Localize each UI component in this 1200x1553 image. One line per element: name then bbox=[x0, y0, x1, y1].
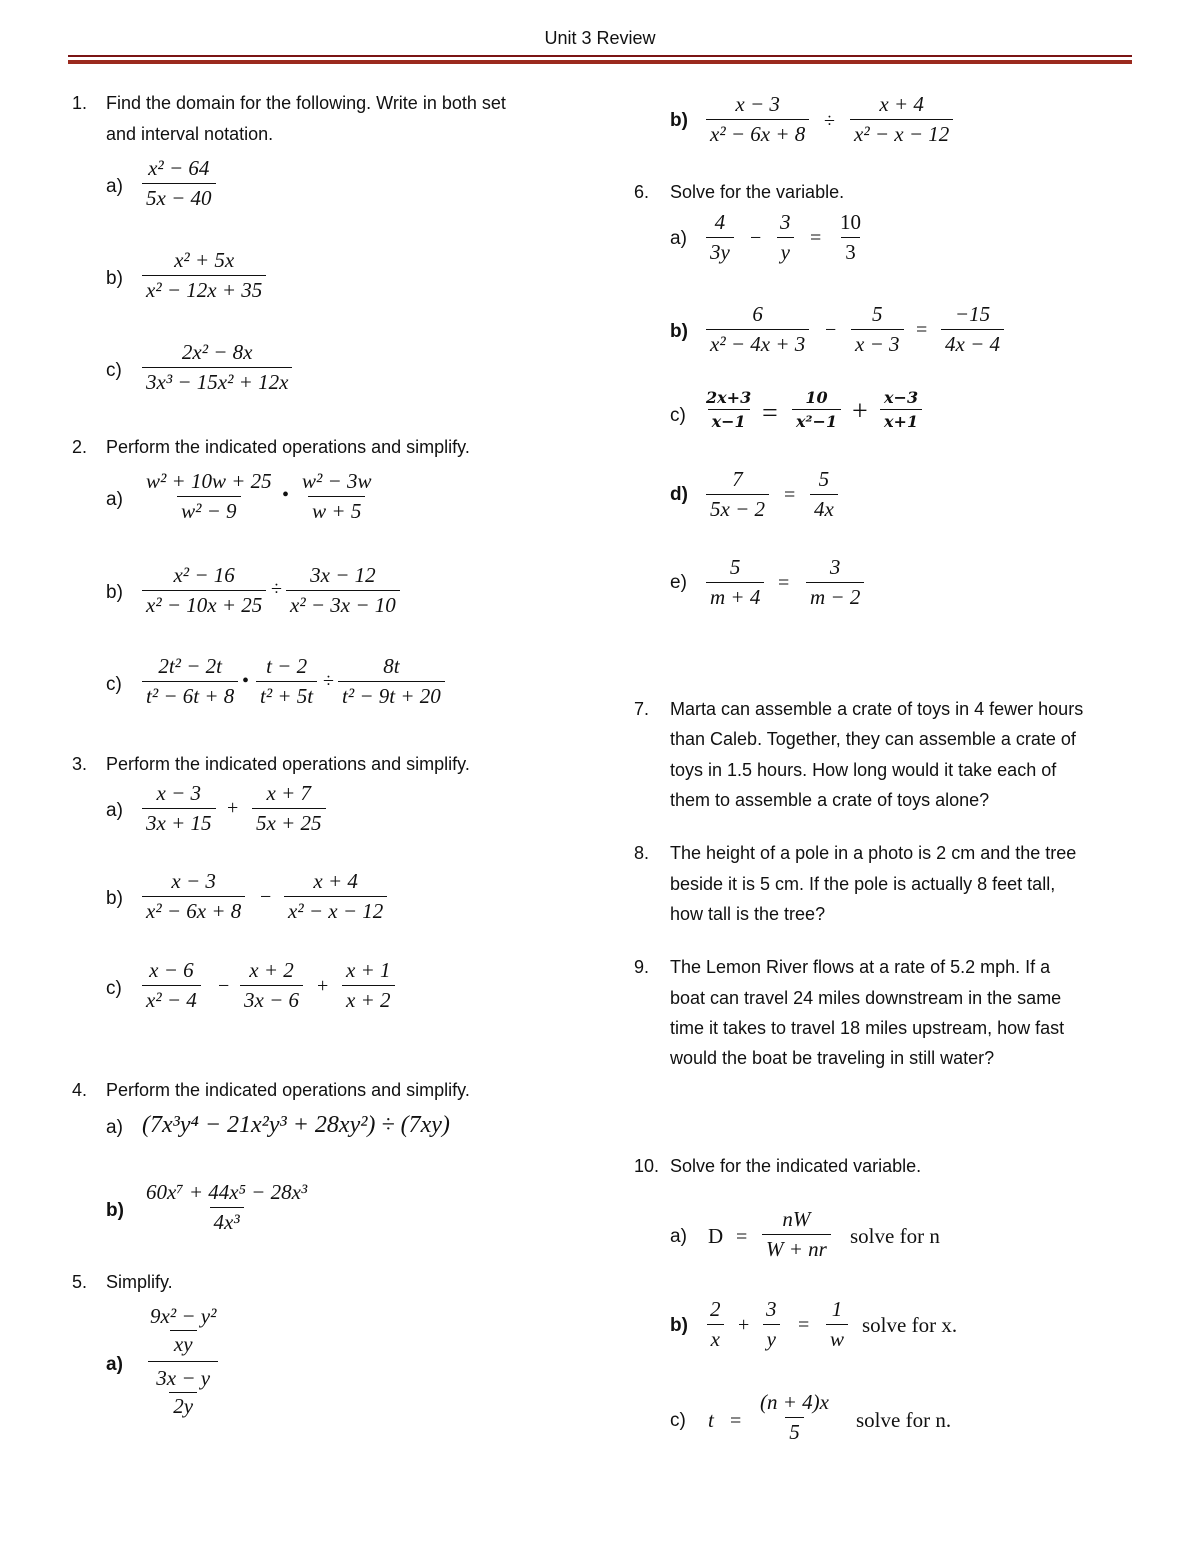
q5-text: Simplify. bbox=[106, 1272, 173, 1292]
q1c-denominator: 3x³ − 15x² + 12x bbox=[142, 367, 292, 395]
q6a-numerator-3: 10 bbox=[840, 210, 861, 234]
q5a-bottom-fraction bbox=[148, 1361, 218, 1419]
q6c-denominator-1: x−1 bbox=[708, 409, 750, 431]
q2c-operator-2: ÷ bbox=[323, 670, 334, 692]
q2c-denominator-3: t² − 9t + 20 bbox=[338, 681, 445, 709]
q3a-numerator-1: x − 3 bbox=[156, 781, 201, 805]
q6d-label: d) bbox=[670, 484, 688, 505]
q6-text: Solve for the variable. bbox=[670, 182, 845, 202]
q10c-numerator: (n + 4)x bbox=[760, 1390, 829, 1414]
q2b-fraction-2 bbox=[286, 563, 400, 618]
q10a-denominator: W + nr bbox=[762, 1234, 831, 1262]
q1a-label: a) bbox=[106, 176, 123, 197]
q6d-fraction-2 bbox=[810, 467, 838, 522]
q6b-fraction-1 bbox=[706, 302, 809, 357]
q1b-denominator: x² − 12x + 35 bbox=[142, 275, 266, 303]
q3c-fraction-2 bbox=[240, 958, 303, 1013]
q4b-numerator: 60x⁷ + 44x⁵ − 28x³ bbox=[146, 1180, 308, 1204]
q2c-label: c) bbox=[106, 674, 122, 695]
q3c-operator-2: + bbox=[317, 975, 329, 997]
q6b-denominator-2: x − 3 bbox=[851, 329, 904, 357]
header-rule-thin bbox=[68, 55, 1132, 57]
q3b-numerator-1: x − 3 bbox=[171, 869, 216, 893]
q3c-denominator-3: x + 2 bbox=[342, 985, 395, 1013]
q5a-top-denominator: xy bbox=[170, 1330, 197, 1357]
q5a-bottom-numerator: 3x − y bbox=[156, 1366, 211, 1390]
q8-line-1: The height of a pole in a photo is 2 cm and the tree bbox=[670, 843, 1077, 863]
q7-line-1: Marta can assemble a crate of toys in 4 fewer hours bbox=[670, 699, 1084, 719]
q1-text-line2: and interval notation. bbox=[106, 124, 274, 144]
q3c-numerator-1: x − 6 bbox=[149, 958, 194, 982]
q1c-fraction bbox=[142, 340, 292, 395]
q10b-denominator-1: x bbox=[707, 1324, 724, 1352]
q2a-fraction-1 bbox=[142, 469, 276, 524]
q10b-numerator-2: 3 bbox=[766, 1297, 777, 1321]
q3a-fraction-2 bbox=[252, 781, 326, 836]
q6e-numerator-1: 5 bbox=[729, 555, 741, 579]
q6c-denominator-3: x+1 bbox=[880, 409, 922, 431]
q2-text: Perform the indicated operations and simplify. bbox=[106, 437, 470, 457]
q2c-denominator-1: t² − 6t + 8 bbox=[142, 681, 238, 709]
q6c-fraction-3 bbox=[880, 388, 922, 431]
q10a-equals: = bbox=[736, 1226, 748, 1248]
q6c-numerator-1: 2x+3 bbox=[706, 388, 752, 407]
q6b-fraction-3 bbox=[941, 302, 1004, 357]
q1a-numerator: x² − 64 bbox=[148, 156, 210, 180]
q6-number: 6. bbox=[634, 182, 650, 202]
q10c-equals: = bbox=[730, 1410, 742, 1432]
q9-line-3: time it takes to travel 18 miles upstream, how fast bbox=[670, 1018, 1065, 1038]
q3b-label: b) bbox=[106, 888, 123, 909]
q6b-equals: = bbox=[916, 319, 928, 341]
q2c-numerator-1: 2t² − 2t bbox=[158, 654, 222, 678]
q10b-denominator-3: w bbox=[826, 1324, 848, 1352]
q10a-label: a) bbox=[670, 1226, 687, 1247]
q6c-denominator-2: x²−1 bbox=[792, 409, 841, 431]
q6e-label: e) bbox=[670, 572, 687, 593]
q6c-numerator-3: x−3 bbox=[884, 388, 919, 407]
q5a-bottom-denominator: 2y bbox=[169, 1392, 197, 1419]
q3-text: Perform the indicated operations and simplify. bbox=[106, 754, 470, 774]
q10c-fraction bbox=[756, 1390, 833, 1445]
q6b-numerator-1: 6 bbox=[752, 302, 763, 326]
q10b-operator: + bbox=[738, 1314, 750, 1336]
q1b-fraction bbox=[142, 248, 266, 303]
q3b-denominator-1: x² − 6x + 8 bbox=[142, 896, 245, 924]
q6c-fraction-2 bbox=[792, 388, 841, 431]
q7-line-4: them to assemble a crate of toys alone? bbox=[670, 790, 990, 810]
q7-line-2: than Caleb. Together, they can assemble a crate of bbox=[670, 729, 1076, 749]
q2a-operator: • bbox=[282, 484, 290, 506]
q6a-numerator-1: 4 bbox=[714, 210, 726, 234]
q2a-denominator-2: w + 5 bbox=[308, 496, 365, 524]
q6d-numerator-2: 5 bbox=[818, 467, 830, 491]
q2c-fraction-1 bbox=[142, 654, 238, 709]
q3a-denominator-2: 5x + 25 bbox=[252, 808, 326, 836]
q6a-fraction-3 bbox=[836, 210, 865, 265]
q5b-label: b) bbox=[670, 110, 688, 131]
q6e-equals: = bbox=[778, 572, 790, 594]
q1-text-line1: Find the domain for the following. Write in both set bbox=[106, 93, 506, 113]
q6d-denominator-1: 5x − 2 bbox=[706, 494, 769, 522]
q1c-label: c) bbox=[106, 360, 122, 381]
q2c-fraction-2 bbox=[256, 654, 317, 709]
q6d-denominator-2: 4x bbox=[810, 494, 838, 522]
q5a-label: a) bbox=[106, 1354, 123, 1375]
q2c-denominator-2: t² + 5t bbox=[256, 681, 317, 709]
q8-line-2: beside it is 5 cm. If the pole is actually 8 feet tall, bbox=[670, 874, 1056, 894]
q2c-numerator-3: 8t bbox=[383, 654, 400, 678]
q5a-top-fraction bbox=[142, 1304, 224, 1361]
q1-number: 1. bbox=[72, 93, 88, 113]
q4b-denominator: 4x³ bbox=[210, 1207, 244, 1235]
q4b-label: b) bbox=[106, 1200, 124, 1221]
q3c-label: c) bbox=[106, 978, 122, 999]
header-rule-thick bbox=[68, 60, 1132, 64]
q10b-numerator-3: 1 bbox=[831, 1297, 843, 1321]
q2b-denominator-2: x² − 3x − 10 bbox=[286, 590, 400, 618]
q4-text: Perform the indicated operations and simplify. bbox=[106, 1080, 470, 1100]
q6a-numerator-2: 3 bbox=[780, 210, 791, 234]
q3c-denominator-2: 3x − 6 bbox=[240, 985, 303, 1013]
q6d-fraction-1 bbox=[706, 467, 769, 522]
q5a-complex-fraction bbox=[142, 1304, 224, 1419]
q10b-fraction-3 bbox=[826, 1297, 848, 1352]
q5b-fraction-1 bbox=[706, 92, 809, 147]
q3a-numerator-2: x + 7 bbox=[266, 781, 311, 805]
q9-line-1: The Lemon River flows at a rate of 5.2 mph. If a bbox=[670, 957, 1051, 977]
q6b-operator: − bbox=[825, 319, 837, 341]
q6e-denominator-2: m − 2 bbox=[806, 582, 864, 610]
q6b-numerator-3: −15 bbox=[954, 302, 991, 326]
q6c-fraction-1 bbox=[702, 388, 755, 431]
q6b-denominator-3: 4x − 4 bbox=[941, 329, 1004, 357]
q6a-denominator-1: 3y bbox=[706, 237, 734, 265]
q1b-numerator: x² + 5x bbox=[174, 248, 235, 272]
q6b-label: b) bbox=[670, 321, 688, 342]
q3c-numerator-2: x + 2 bbox=[249, 958, 294, 982]
q3b-fraction-2 bbox=[284, 869, 387, 924]
q4a-label: a) bbox=[106, 1117, 123, 1138]
q6c-numerator-2: 10 bbox=[805, 388, 828, 407]
q2c-fraction-3 bbox=[338, 654, 445, 709]
q6a-label: a) bbox=[670, 228, 687, 249]
q10c-label: c) bbox=[670, 1410, 686, 1431]
q5b-denominator-1: x² − 6x + 8 bbox=[706, 119, 809, 147]
q9-line-2: boat can travel 24 miles downstream in the same bbox=[670, 988, 1062, 1008]
q6e-denominator-1: m + 4 bbox=[706, 582, 764, 610]
q5b-numerator-1: x − 3 bbox=[735, 92, 780, 116]
q10a-instruction: solve for n bbox=[850, 1224, 940, 1248]
q6e-numerator-2: 3 bbox=[829, 555, 841, 579]
q6a-equals: = bbox=[810, 227, 822, 249]
q9-line-4: would the boat be traveling in still water? bbox=[670, 1048, 995, 1068]
q6a-fraction-2 bbox=[776, 210, 795, 265]
q1b-label: b) bbox=[106, 268, 123, 289]
q10b-fraction-2 bbox=[762, 1297, 781, 1352]
q10b-instruction: solve for x. bbox=[862, 1313, 958, 1337]
q10a-fraction bbox=[762, 1207, 831, 1262]
q6b-numerator-2: 5 bbox=[872, 302, 883, 326]
q5-number: 5. bbox=[72, 1272, 88, 1292]
page-title: Unit 3 Review bbox=[544, 28, 656, 48]
q6b-fraction-2 bbox=[851, 302, 904, 357]
q2a-numerator-2: w² − 3w bbox=[302, 469, 372, 493]
q6d-numerator-1: 7 bbox=[732, 467, 743, 491]
q1a-denominator: 5x − 40 bbox=[142, 183, 216, 211]
q6a-operator: − bbox=[750, 227, 762, 249]
q10b-label: b) bbox=[670, 1315, 688, 1336]
q6c-equals: = bbox=[762, 398, 778, 429]
q10c-lhs: t bbox=[708, 1408, 714, 1432]
q7-number: 7. bbox=[634, 699, 650, 719]
q3c-fraction-3 bbox=[342, 958, 395, 1013]
q6b-denominator-1: x² − 4x + 3 bbox=[706, 329, 809, 357]
q6c-operator: + bbox=[852, 396, 868, 427]
q3b-operator: − bbox=[260, 886, 272, 908]
q2b-denominator-1: x² − 10x + 25 bbox=[142, 590, 266, 618]
q3c-denominator-1: x² − 4 bbox=[142, 985, 201, 1013]
q3a-fraction-1 bbox=[142, 781, 216, 836]
q2c-operator-1: • bbox=[242, 670, 250, 692]
q6a-fraction-1 bbox=[706, 210, 734, 265]
q2b-fraction-1 bbox=[142, 563, 266, 618]
q2b-label: b) bbox=[106, 582, 123, 603]
q10-number: 10. bbox=[634, 1156, 660, 1176]
q10c-instruction: solve for n. bbox=[856, 1408, 952, 1432]
q6d-equals: = bbox=[784, 484, 796, 506]
q6e-fraction-2 bbox=[806, 555, 864, 610]
q2c-numerator-2: t − 2 bbox=[266, 654, 308, 678]
q6c-label: c) bbox=[670, 405, 686, 426]
q2b-numerator-1: x² − 16 bbox=[173, 563, 235, 587]
q10a-numerator: nW bbox=[782, 1207, 811, 1231]
q9-number: 9. bbox=[634, 957, 650, 977]
q10b-equals: = bbox=[798, 1314, 810, 1336]
q3a-label: a) bbox=[106, 800, 123, 821]
q7-line-3: toys in 1.5 hours. How long would it take each of bbox=[670, 760, 1057, 780]
q6e-fraction-1 bbox=[706, 555, 764, 610]
q3a-denominator-1: 3x + 15 bbox=[142, 808, 216, 836]
q1a-fraction bbox=[142, 156, 216, 211]
q2a-numerator-1: w² + 10w + 25 bbox=[146, 469, 272, 493]
q1c-numerator: 2x² − 8x bbox=[181, 340, 253, 364]
q6a-denominator-3: 3 bbox=[841, 237, 860, 265]
q5a-top-numerator: 9x² − y² bbox=[150, 1304, 217, 1328]
q2b-numerator-2: 3x − 12 bbox=[310, 563, 376, 587]
q5b-numerator-2: x + 4 bbox=[879, 92, 924, 116]
q3-number: 3. bbox=[72, 754, 88, 774]
q10b-denominator-2: y bbox=[763, 1324, 780, 1352]
q5b-fraction-2 bbox=[850, 92, 953, 147]
q3b-numerator-2: x + 4 bbox=[313, 869, 358, 893]
q2a-label: a) bbox=[106, 489, 123, 510]
q3b-denominator-2: x² − x − 12 bbox=[284, 896, 387, 924]
q2-number: 2. bbox=[72, 437, 88, 457]
q5b-operator: ÷ bbox=[824, 110, 835, 132]
q10b-numerator-1: 2 bbox=[710, 1297, 721, 1321]
q3a-operator: + bbox=[227, 797, 239, 819]
q10c-denominator: 5 bbox=[785, 1417, 804, 1445]
q4a-expression: (7x³y⁴ − 21x²y³ + 28xy²) ÷ (7xy) bbox=[142, 1112, 450, 1138]
q10-text: Solve for the indicated variable. bbox=[670, 1156, 922, 1176]
q4b-fraction bbox=[142, 1180, 311, 1235]
q3c-numerator-3: x + 1 bbox=[346, 958, 391, 982]
q10a-lhs: D bbox=[708, 1224, 724, 1248]
q10b-fraction-1 bbox=[706, 1297, 725, 1352]
q8-line-3: how tall is the tree? bbox=[670, 904, 826, 924]
q3b-fraction-1 bbox=[142, 869, 245, 924]
q3c-operator-1: − bbox=[218, 975, 230, 997]
q2b-operator: ÷ bbox=[271, 578, 282, 600]
q6a-denominator-2: y bbox=[777, 237, 794, 265]
q2a-denominator-1: w² − 9 bbox=[177, 496, 240, 524]
q3c-fraction-1 bbox=[142, 958, 201, 1013]
q5b-denominator-2: x² − x − 12 bbox=[850, 119, 953, 147]
q2a-fraction-2 bbox=[298, 469, 375, 524]
q4-number: 4. bbox=[72, 1080, 88, 1100]
q8-number: 8. bbox=[634, 843, 650, 863]
